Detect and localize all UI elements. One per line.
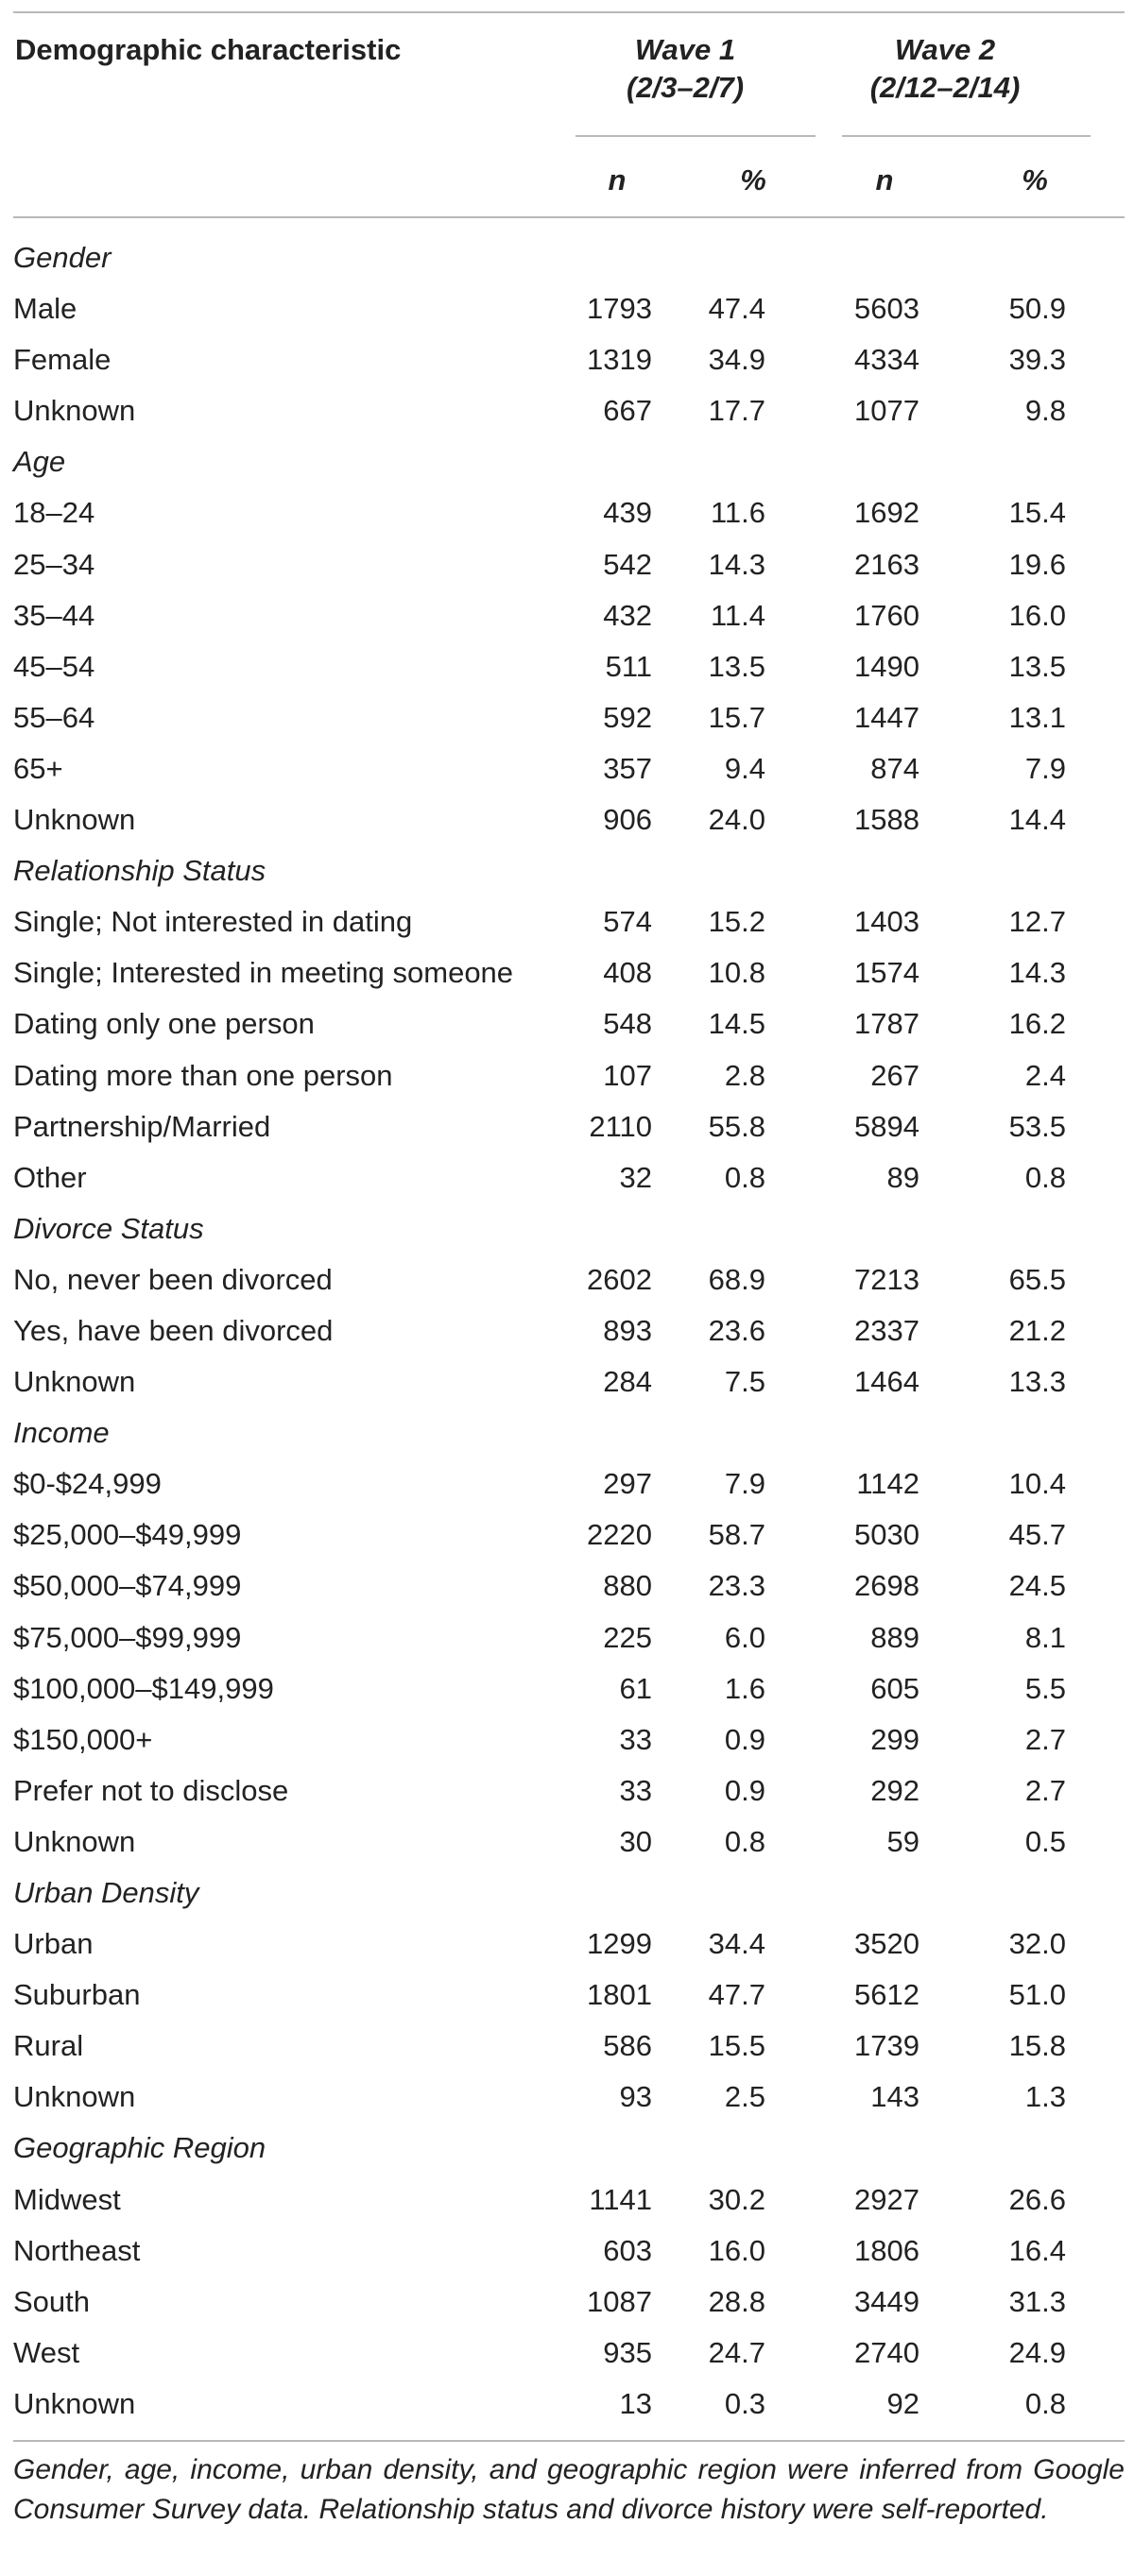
wave2-n-cell: 1142 [856, 1467, 919, 1501]
wave2-pct-cell: 0.8 [1024, 2386, 1066, 2420]
wave2-n-cell: 1692 [854, 496, 919, 530]
section-label: Urban Density [13, 1876, 199, 1909]
wave2-pct-cell: 45.7 [1008, 1518, 1066, 1552]
wave2-pct-cell: 14.4 [1008, 803, 1066, 837]
wave1-n-cell: 2110 [589, 1109, 652, 1143]
wave1-n-cell: 33 [619, 1773, 652, 1807]
table-row [0, 743, 1134, 794]
wave1-pct-cell: 17.7 [708, 394, 765, 428]
table-row [0, 1254, 1134, 1305]
wave1-pct-cell: 1.6 [724, 1671, 765, 1705]
table-row [0, 1101, 1134, 1152]
wave1-pct-cell: 34.4 [708, 1927, 765, 1961]
row-label: Midwest [13, 2182, 121, 2216]
wave2-pct-cell: 7.9 [1024, 751, 1066, 785]
wave2-n-cell: 5603 [854, 292, 919, 326]
wave1-pct-cell: 23.6 [708, 1313, 765, 1347]
table-row [0, 1817, 1134, 1868]
wave1-n-cell: 1141 [589, 2182, 652, 2216]
row-label: 35–44 [13, 598, 95, 632]
wave2-pct-cell: 8.1 [1024, 1620, 1066, 1654]
wave1-pct-cell: 7.5 [724, 1365, 765, 1399]
characteristic-column-header: Demographic characteristic [15, 33, 402, 66]
row-label: Prefer not to disclose [13, 1773, 289, 1807]
section-header-row [0, 436, 1134, 487]
wave1-n-cell: 1087 [587, 2284, 652, 2318]
section-label: Divorce Status [13, 1211, 204, 1245]
row-label: Urban [13, 1927, 94, 1961]
table-row [0, 1561, 1134, 1612]
wave1-pct-cell: 0.8 [724, 1824, 765, 1858]
table-row [0, 1612, 1134, 1663]
wave1-n-cell: 61 [619, 1671, 652, 1705]
section-label: Relationship Status [13, 854, 266, 888]
table-footnote: Gender, age, income, urban density, and geographic region were inferred from Google Consumer Survey data. Relationship status and divorce history were self-reported. [13, 2454, 1125, 2525]
row-label: Other [13, 1160, 87, 1194]
wave2-n-header: n [875, 163, 894, 196]
wave1-underline [576, 135, 816, 137]
row-label: Dating more than one person [13, 1058, 393, 1092]
wave1-n-cell: 432 [603, 598, 652, 632]
wave1-n-cell: 2602 [587, 1262, 652, 1296]
wave2-n-cell: 2740 [854, 2335, 919, 2369]
wave1-pct-header: % [740, 163, 766, 196]
wave1-pct-cell: 47.7 [708, 1978, 765, 2012]
wave2-pct-cell: 24.9 [1008, 2335, 1066, 2369]
table-bottom-rule [13, 2440, 1125, 2442]
section-label: Geographic Region [13, 2131, 266, 2165]
table-row [0, 641, 1134, 692]
section-header-row [0, 1203, 1134, 1254]
wave1-n-cell: 93 [619, 2080, 652, 2114]
wave2-pct-cell: 10.4 [1008, 1467, 1066, 1501]
wave1-pct-cell: 47.4 [708, 292, 765, 326]
row-label: Female [13, 343, 112, 377]
wave1-n-cell: 284 [603, 1365, 652, 1399]
table-row [0, 896, 1134, 947]
wave2-n-cell: 5612 [854, 1978, 919, 2012]
row-label: 25–34 [13, 547, 95, 581]
row-label: $25,000–$49,999 [13, 1518, 242, 1552]
wave1-pct-cell: 24.0 [708, 803, 765, 837]
wave1-n-cell: 32 [619, 1160, 652, 1194]
table-row [0, 2379, 1134, 2430]
wave1-n-cell: 30 [619, 1824, 652, 1858]
wave2-pct-cell: 0.8 [1024, 1160, 1066, 1194]
wave1-n-cell: 592 [603, 700, 652, 734]
wave1-n-header: n [608, 163, 627, 196]
row-label: Unknown [13, 803, 136, 837]
wave1-n-cell: 1801 [587, 1978, 652, 2012]
wave2-pct-cell: 16.4 [1008, 2233, 1066, 2267]
table-row [0, 2277, 1134, 2328]
wave1-n-cell: 439 [603, 496, 652, 530]
wave1-pct-cell: 34.9 [708, 343, 765, 377]
wave2-pct-cell: 50.9 [1008, 292, 1066, 326]
wave1-pct-cell: 15.5 [708, 2029, 765, 2063]
section-header-row [0, 845, 1134, 896]
wave1-pct-cell: 9.4 [724, 751, 765, 785]
wave2-n-cell: 143 [870, 2080, 919, 2114]
row-label: No, never been divorced [13, 1262, 333, 1296]
wave2-header [832, 31, 1058, 107]
wave2-n-cell: 1588 [854, 803, 919, 837]
wave2-n-cell: 92 [886, 2386, 919, 2420]
wave2-pct-cell: 16.0 [1008, 598, 1066, 632]
row-label: Unknown [13, 2386, 136, 2420]
wave2-pct-cell: 53.5 [1008, 1109, 1066, 1143]
wave2-n-cell: 89 [886, 1160, 919, 1194]
wave2-n-cell: 1077 [854, 394, 919, 428]
wave2-n-cell: 874 [870, 751, 919, 785]
row-label: Single; Interested in meeting someone [13, 956, 514, 990]
wave1-pct-cell: 0.8 [724, 1160, 765, 1194]
wave1-dates: (2/3–2/7) [626, 71, 745, 104]
wave2-dates: (2/12–2/14) [869, 71, 1021, 104]
wave1-pct-cell: 11.6 [710, 496, 765, 530]
wave2-n-cell: 2163 [854, 547, 919, 581]
wave1-pct-cell: 11.4 [710, 598, 765, 632]
wave2-n-cell: 889 [870, 1620, 919, 1654]
wave2-n-cell: 2927 [854, 2182, 919, 2216]
row-label: 45–54 [13, 649, 95, 683]
wave1-n-cell: 906 [603, 803, 652, 837]
row-label: $100,000–$149,999 [13, 1671, 274, 1705]
wave2-pct-cell: 39.3 [1008, 343, 1066, 377]
wave2-pct-cell: 21.2 [1008, 1313, 1066, 1347]
header-bottom-rule [13, 216, 1125, 218]
wave1-pct-cell: 2.5 [724, 2080, 765, 2114]
table-row [0, 794, 1134, 845]
wave2-pct-cell: 26.6 [1008, 2182, 1066, 2216]
wave1-n-cell: 1299 [587, 1927, 652, 1961]
table-row [0, 2072, 1134, 2123]
wave1-title: Wave 1 [634, 33, 736, 66]
table-row [0, 1919, 1134, 1970]
wave2-n-cell: 1760 [854, 598, 919, 632]
table-row [0, 1356, 1134, 1407]
wave1-pct-cell: 15.7 [708, 700, 765, 734]
row-label: Single; Not interested in dating [13, 905, 413, 939]
table-row [0, 1714, 1134, 1766]
row-label: Dating only one person [13, 1007, 315, 1041]
wave1-pct-cell: 14.5 [708, 1007, 765, 1041]
wave1-n-cell: 297 [603, 1467, 652, 1501]
wave1-n-cell: 1319 [587, 343, 652, 377]
row-label: Rural [13, 2029, 84, 2063]
wave1-pct-cell: 0.9 [724, 1722, 765, 1756]
wave1-n-cell: 935 [603, 2335, 652, 2369]
row-label: Partnership/Married [13, 1109, 271, 1143]
table-row [0, 2021, 1134, 2072]
table-body [0, 232, 1134, 2430]
wave2-n-cell: 5894 [854, 1109, 919, 1143]
wave2-pct-cell: 13.1 [1008, 700, 1066, 734]
wave1-n-cell: 893 [603, 1313, 652, 1347]
wave2-n-cell: 299 [870, 1722, 919, 1756]
section-header-row [0, 1868, 1134, 1919]
wave1-pct-cell: 24.7 [708, 2335, 765, 2369]
table-row [0, 2175, 1134, 2226]
wave2-pct-cell: 12.7 [1008, 905, 1066, 939]
wave1-pct-cell: 55.8 [708, 1109, 765, 1143]
row-label: Unknown [13, 394, 136, 428]
wave1-n-cell: 880 [603, 1569, 652, 1603]
wave2-pct-cell: 14.3 [1008, 956, 1066, 990]
row-label: West [13, 2335, 80, 2369]
wave2-n-cell: 1447 [854, 700, 919, 734]
row-label: Unknown [13, 1824, 136, 1858]
table-row [0, 283, 1134, 334]
wave1-pct-cell: 15.2 [708, 905, 765, 939]
wave1-pct-cell: 68.9 [708, 1262, 765, 1296]
wave2-pct-cell: 32.0 [1008, 1927, 1066, 1961]
wave2-n-cell: 7213 [854, 1262, 919, 1296]
wave2-n-cell: 2337 [854, 1313, 919, 1347]
wave1-n-cell: 13 [619, 2386, 652, 2420]
wave2-pct-cell: 1.3 [1024, 2080, 1066, 2114]
table-row [0, 590, 1134, 641]
wave2-pct-cell: 15.8 [1008, 2029, 1066, 2063]
wave1-pct-cell: 58.7 [708, 1518, 765, 1552]
section-label: Income [13, 1416, 110, 1450]
wave1-n-cell: 357 [603, 751, 652, 785]
table-row [0, 334, 1134, 385]
wave1-pct-cell: 6.0 [724, 1620, 765, 1654]
wave2-title: Wave 2 [894, 33, 996, 66]
wave2-pct-cell: 16.2 [1008, 1007, 1066, 1041]
wave1-n-cell: 667 [603, 394, 652, 428]
wave2-n-cell: 1787 [854, 1007, 919, 1041]
table-top-rule [13, 11, 1125, 13]
table-row [0, 1305, 1134, 1356]
wave2-n-cell: 59 [886, 1824, 919, 1858]
wave2-n-cell: 292 [870, 1773, 919, 1807]
wave2-n-cell: 2698 [854, 1569, 919, 1603]
row-label: Unknown [13, 2080, 136, 2114]
wave2-n-cell: 3449 [854, 2284, 919, 2318]
table-row [0, 539, 1134, 590]
wave1-n-cell: 542 [603, 547, 652, 581]
table-row [0, 385, 1134, 436]
wave2-pct-cell: 13.3 [1008, 1365, 1066, 1399]
wave1-n-cell: 107 [603, 1058, 652, 1092]
wave2-pct-cell: 5.5 [1024, 1671, 1066, 1705]
wave1-pct-cell: 13.5 [708, 649, 765, 683]
row-label: 55–64 [13, 700, 95, 734]
row-label: 18–24 [13, 496, 95, 530]
wave2-pct-cell: 15.4 [1008, 496, 1066, 530]
wave1-n-cell: 225 [603, 1620, 652, 1654]
table-row [0, 692, 1134, 743]
wave2-n-cell: 1574 [854, 956, 919, 990]
wave2-pct-cell: 51.0 [1008, 1978, 1066, 2012]
wave1-n-cell: 408 [603, 956, 652, 990]
wave1-n-cell: 33 [619, 1722, 652, 1756]
section-label: Age [13, 445, 66, 479]
wave1-pct-cell: 10.8 [708, 956, 765, 990]
row-label: $0-$24,999 [13, 1467, 162, 1501]
table-row [0, 1510, 1134, 1561]
table-row [0, 947, 1134, 998]
section-label: Gender [13, 241, 112, 274]
row-label: 65+ [13, 751, 63, 785]
wave1-n-cell: 586 [603, 2029, 652, 2063]
row-label: $150,000+ [13, 1722, 153, 1756]
wave1-pct-cell: 16.0 [708, 2233, 765, 2267]
wave1-n-cell: 2220 [587, 1518, 652, 1552]
wave1-pct-cell: 14.3 [708, 547, 765, 581]
wave1-n-cell: 548 [603, 1007, 652, 1041]
wave2-pct-cell: 13.5 [1008, 649, 1066, 683]
table-row [0, 1152, 1134, 1203]
wave1-pct-cell: 7.9 [724, 1467, 765, 1501]
wave1-pct-cell: 2.8 [724, 1058, 765, 1092]
table-row [0, 2226, 1134, 2277]
wave2-pct-cell: 31.3 [1008, 2284, 1066, 2318]
wave1-pct-cell: 0.9 [724, 1773, 765, 1807]
wave1-pct-cell: 0.3 [724, 2386, 765, 2420]
wave2-pct-cell: 2.7 [1024, 1722, 1066, 1756]
wave2-n-cell: 1806 [854, 2233, 919, 2267]
table-row [0, 998, 1134, 1049]
table-row [0, 1459, 1134, 1510]
wave2-pct-cell: 9.8 [1024, 394, 1066, 428]
wave2-pct-cell: 65.5 [1008, 1262, 1066, 1296]
wave2-n-cell: 3520 [854, 1927, 919, 1961]
wave1-pct-cell: 30.2 [708, 2182, 765, 2216]
wave2-pct-cell: 24.5 [1008, 1569, 1066, 1603]
row-label: Unknown [13, 1365, 136, 1399]
wave1-n-cell: 603 [603, 2233, 652, 2267]
row-label: Suburban [13, 1978, 141, 2012]
wave2-pct-cell: 19.6 [1008, 547, 1066, 581]
wave2-n-cell: 5030 [854, 1518, 919, 1552]
table-row [0, 1663, 1134, 1714]
table-row [0, 1970, 1134, 2021]
row-label: Male [13, 292, 77, 326]
wave2-n-cell: 1403 [854, 905, 919, 939]
table-row [0, 487, 1134, 538]
wave1-n-cell: 574 [603, 905, 652, 939]
wave2-pct-cell: 2.4 [1024, 1058, 1066, 1092]
row-label: $75,000–$99,999 [13, 1620, 242, 1654]
section-header-row [0, 2123, 1134, 2174]
wave2-n-cell: 4334 [854, 343, 919, 377]
row-label: Yes, have been divorced [13, 1313, 334, 1347]
wave2-n-cell: 267 [870, 1058, 919, 1092]
wave2-pct-header: % [1022, 163, 1048, 196]
wave2-n-cell: 1464 [854, 1365, 919, 1399]
section-header-row [0, 232, 1134, 283]
wave2-n-cell: 1739 [854, 2029, 919, 2063]
table-row [0, 2328, 1134, 2379]
wave1-pct-cell: 28.8 [708, 2284, 765, 2318]
wave2-pct-cell: 2.7 [1024, 1773, 1066, 1807]
table-row [0, 1050, 1134, 1101]
wave2-pct-cell: 0.5 [1024, 1824, 1066, 1858]
table-row [0, 1766, 1134, 1817]
wave1-n-cell: 1793 [587, 292, 652, 326]
wave1-header [576, 31, 794, 107]
row-label: South [13, 2284, 91, 2318]
wave2-n-cell: 605 [870, 1671, 919, 1705]
wave1-n-cell: 511 [605, 649, 652, 683]
wave1-pct-cell: 23.3 [708, 1569, 765, 1603]
row-label: Northeast [13, 2233, 141, 2267]
row-label: $50,000–$74,999 [13, 1569, 242, 1603]
wave2-underline [842, 135, 1091, 137]
section-header-row [0, 1407, 1134, 1459]
wave2-n-cell: 1490 [854, 649, 919, 683]
